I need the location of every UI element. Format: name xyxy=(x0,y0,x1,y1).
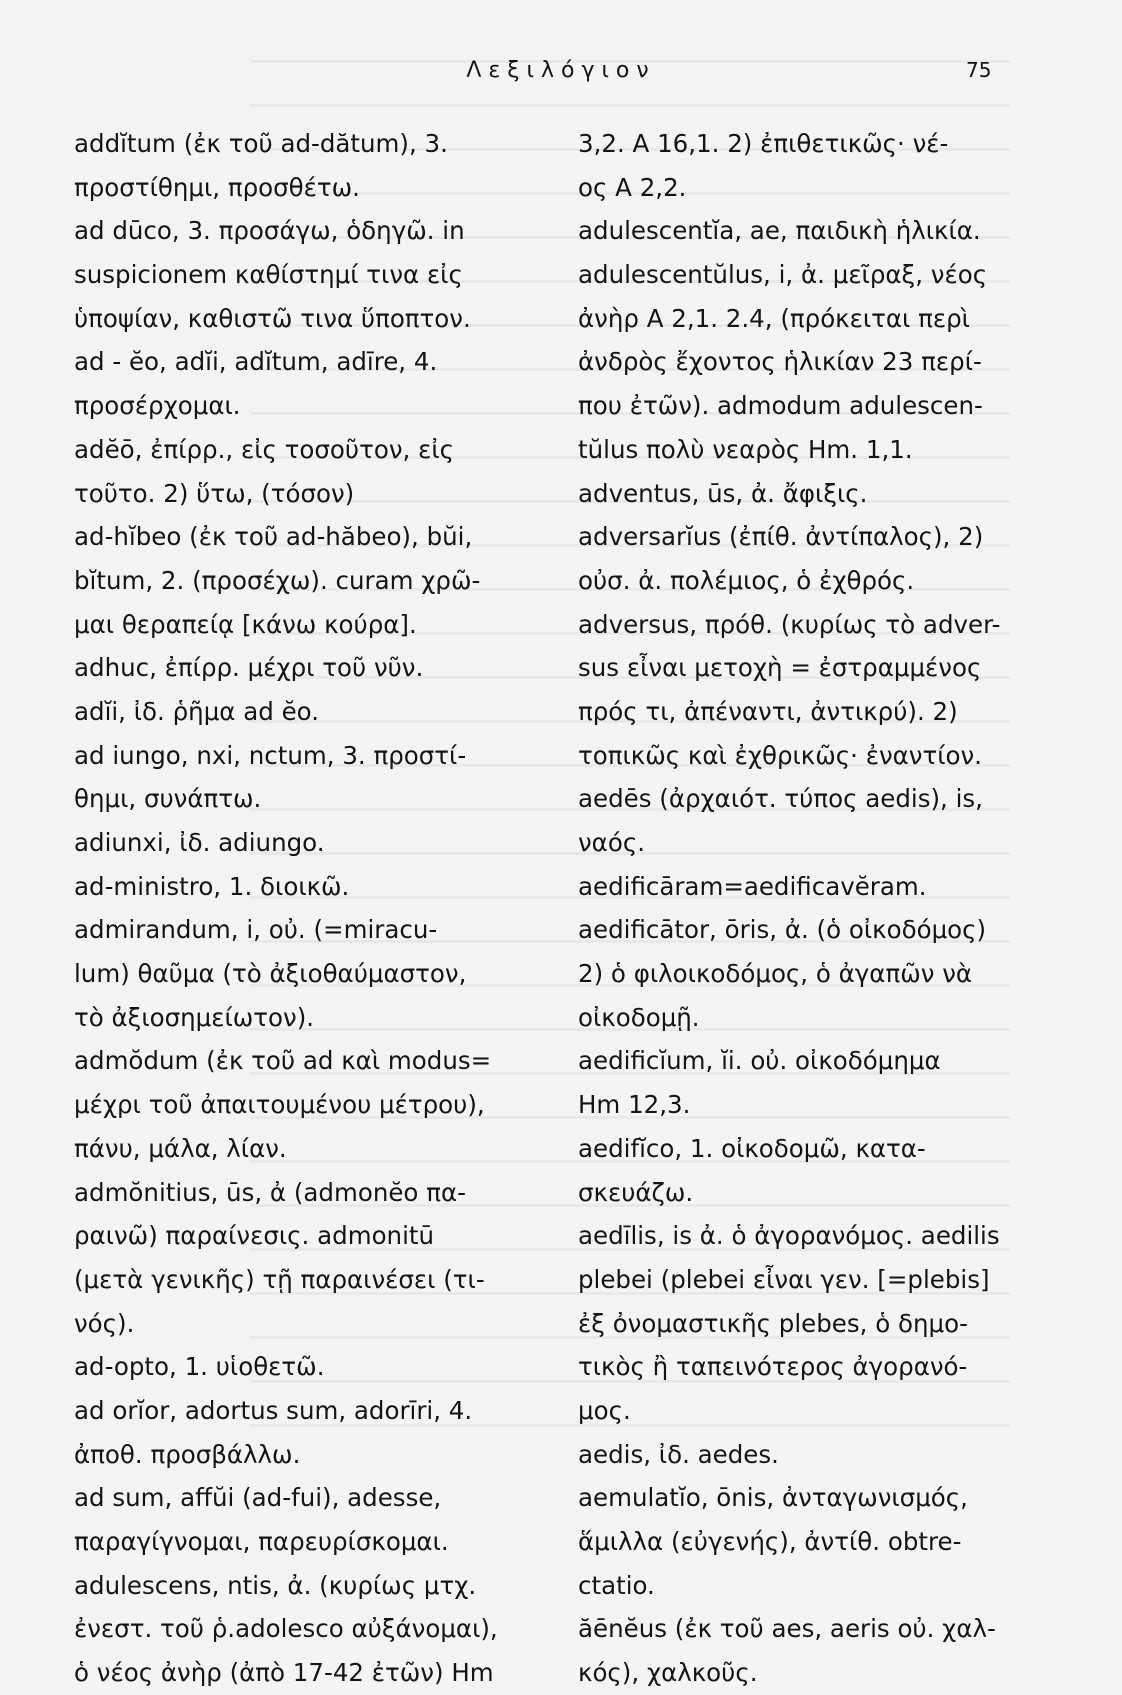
entry-line: lum) θαῦμα (τὸ ἀξιοθαύμαστον, xyxy=(74,959,467,989)
entry-line: adhuc, ἐπίρρ. μέχρι τοῦ νῦν. xyxy=(74,653,424,683)
entry-line: admŏnitius, ūs, ἀ (admonĕo πα- xyxy=(74,1177,466,1207)
entry-line: που ἐτῶν). admodum adulescen- xyxy=(578,391,983,421)
entry-line: adulescentĭa, ae, παιδικὴ ἡλικία. xyxy=(578,216,981,246)
entry-line: 3,2. A 16,1. 2) ἐπιθετικῶς· νέ- xyxy=(578,129,949,158)
entry-line: 2) ὁ φιλοικοδόμος, ὁ ἀγαπῶν νὰ xyxy=(578,959,973,989)
entry-line: τικὸς ἢ ταπεινότερος ἀγορανό- xyxy=(578,1352,968,1382)
entry-line: addĭtum (ἐκ τοῦ ad-dătum), 3. xyxy=(74,129,448,158)
entry-line: aemulatĭo, ōnis, ἀνταγωνισμός, xyxy=(578,1483,968,1513)
entry-line: admirandum, i, οὐ. (=miracu- xyxy=(74,915,438,945)
entry-line: προσέρχομαι. xyxy=(74,391,241,421)
entry-line: bĭtum, 2. (προσέχω). curam χρῶ- xyxy=(74,565,481,595)
left-column xyxy=(74,122,542,1695)
page-number: 75 xyxy=(966,58,992,82)
entry-line: ἐξ ὀνομαστικῆς plebes, ὁ δημο- xyxy=(578,1308,968,1338)
entry-line: κός), χαλκοῦς. xyxy=(578,1658,758,1688)
entry-line: adulescens, ntis, ἀ. (κυρίως μτχ. xyxy=(74,1570,477,1600)
entry-line: ος A 2,2. xyxy=(578,172,687,202)
entry-line: sus εἶναι μετοχὴ = ἐστραμμένος xyxy=(578,653,982,683)
entry-line: ad - ĕo, adĭi, adĭtum, adīre, 4. xyxy=(74,347,438,377)
entry-line: ad dūco, 3. προσάγω, ὁδηγῶ. in xyxy=(74,216,465,246)
entry-line: aedifĭco, 1. οἰκοδομῶ, κατα- xyxy=(578,1133,926,1163)
entry-line: θημι, συνάπτω. xyxy=(74,784,262,814)
entry-line: plebei (plebei εἶναι γεν. [=plebis] xyxy=(578,1264,990,1294)
entry-line: ἅμιλλα (εὐγενής), ἀντίθ. obtre- xyxy=(578,1527,962,1556)
entry-line: ναός. xyxy=(578,828,645,857)
entry-line: aedificātor, ōris, ἀ. (ὁ οἰκοδόμος) xyxy=(578,915,987,945)
entry-line: suspicionem καθίστημί τινα εἰς xyxy=(74,260,463,290)
entry-line: ὁ νέος ἀνὴρ (ἀπὸ 17-42 ἐτῶν) Hm xyxy=(74,1658,494,1688)
right-column xyxy=(578,122,1046,1695)
entry-line: προστίθημι, προσθέτω. xyxy=(74,172,360,202)
entry-line: τοπικῶς καὶ ἐχθρικῶς· ἐναντίον. xyxy=(578,740,982,770)
entry-line: ad iungo, nxi, nctum, 3. προστί- xyxy=(74,740,467,770)
entry-line: ἐνεστ. τοῦ ῥ.adolesco αὐξάνομαι), xyxy=(74,1614,498,1644)
entry-line: οἰκοδομῇ. xyxy=(578,1002,700,1032)
entry-line: μος. xyxy=(578,1395,631,1425)
entry-line: παραγίγνομαι, παρευρίσκομαι. xyxy=(74,1527,449,1556)
entry-line: ἀνὴρ A 2,1. 2.4, (πρόκειται περὶ xyxy=(578,303,970,333)
entry-line: τοῦτο. 2) ὕτω, (τόσον) xyxy=(74,478,355,508)
running-head: Λεξιλόγιον xyxy=(466,58,656,83)
entry-line: adversus, πρόθ. (κυρίως τὸ adver- xyxy=(578,609,1001,639)
entry-line: adĭi, ἰδ. ῥῆμα ad ĕo. xyxy=(74,696,319,726)
entry-line: ăēnĕus (ἐκ τοῦ aes, aeris οὐ. χαλ- xyxy=(578,1614,996,1644)
entry-line: adversarĭus (ἐπίθ. ἀντίπαλος), 2) xyxy=(578,522,984,552)
entry-line: aedificāram=aedificavĕram. xyxy=(578,871,927,901)
entry-line: ad sum, affŭi (ad-fui), adesse, xyxy=(74,1483,442,1513)
entry-line: adĕō, ἐπίρρ., εἰς τοσοῦτον, εἰς xyxy=(74,434,455,464)
entry-line: admŏdum (ἐκ τοῦ ad καὶ modus= xyxy=(74,1046,492,1076)
entry-line: tŭlus πολὺ νεαρὸς Hm. 1,1. xyxy=(578,434,913,464)
entry-line: aedis, ἰδ. aedes. xyxy=(578,1439,779,1469)
entry-line: ἀποθ. προσβάλλω. xyxy=(74,1439,301,1469)
entry-line: (μετὰ γενικῆς) τῇ παραινέσει (τι- xyxy=(74,1264,485,1294)
entry-line: σκευάζω. xyxy=(578,1177,694,1207)
entry-line: μέχρι τοῦ ἀπαιτουμένου μέτρου), xyxy=(74,1090,485,1120)
entry-line: ad-hĭbeo (ἐκ τοῦ ad-hăbeo), bŭi, xyxy=(74,522,473,552)
entry-line: Hm 12,3. xyxy=(578,1090,691,1120)
entry-line: νός). xyxy=(74,1308,135,1338)
entry-line: ctatio. xyxy=(578,1570,655,1600)
entry-line: πάνυ, μάλα, λίαν. xyxy=(74,1133,287,1163)
entry-line: ὑποψίαν, καθιστῶ τινα ὕποπτον. xyxy=(74,303,471,333)
entry-line: adventus, ūs, ἀ. ἄφιξις. xyxy=(578,478,868,508)
entry-line: ραινῶ) παραίνεσις. admonitū xyxy=(74,1221,435,1251)
entry-line: ad-ministro, 1. διοικῶ. xyxy=(74,871,350,901)
entry-line: ad-opto, 1. υἱοθετῶ. xyxy=(74,1352,325,1382)
entry-line: πρός τι, ἀπέναντι, ἀντικρύ). 2) xyxy=(578,696,958,726)
entry-line: aedīlis, is ἀ. ὁ ἀγορανόμος. aedilis xyxy=(578,1221,1000,1251)
entry-line: τὸ ἀξιοσημείωτον). xyxy=(74,1002,315,1032)
entry-line: adulescentŭlus, i, ἀ. μεῖραξ, νέος xyxy=(578,260,988,290)
entry-line: ad orĭor, adortus sum, adorīri, 4. xyxy=(74,1395,473,1425)
entry-line: μαι θεραπείᾳ [κάνω κούρα]. xyxy=(74,609,417,639)
entry-line: adiunxi, ἰδ. adiungo. xyxy=(74,828,325,857)
entry-line: οὐσ. ἀ. πολέμιος, ὁ ἐχθρός. xyxy=(578,565,915,595)
entry-line: ἀνδρὸς ἔχοντος ἡλικίαν 23 περί- xyxy=(578,347,982,377)
entry-line: aedificĭum, ĭi. οὐ. οἰκοδόμημα xyxy=(578,1046,941,1076)
entry-line: aedēs (ἀρχαιότ. τύπος aedis), is, xyxy=(578,784,983,814)
